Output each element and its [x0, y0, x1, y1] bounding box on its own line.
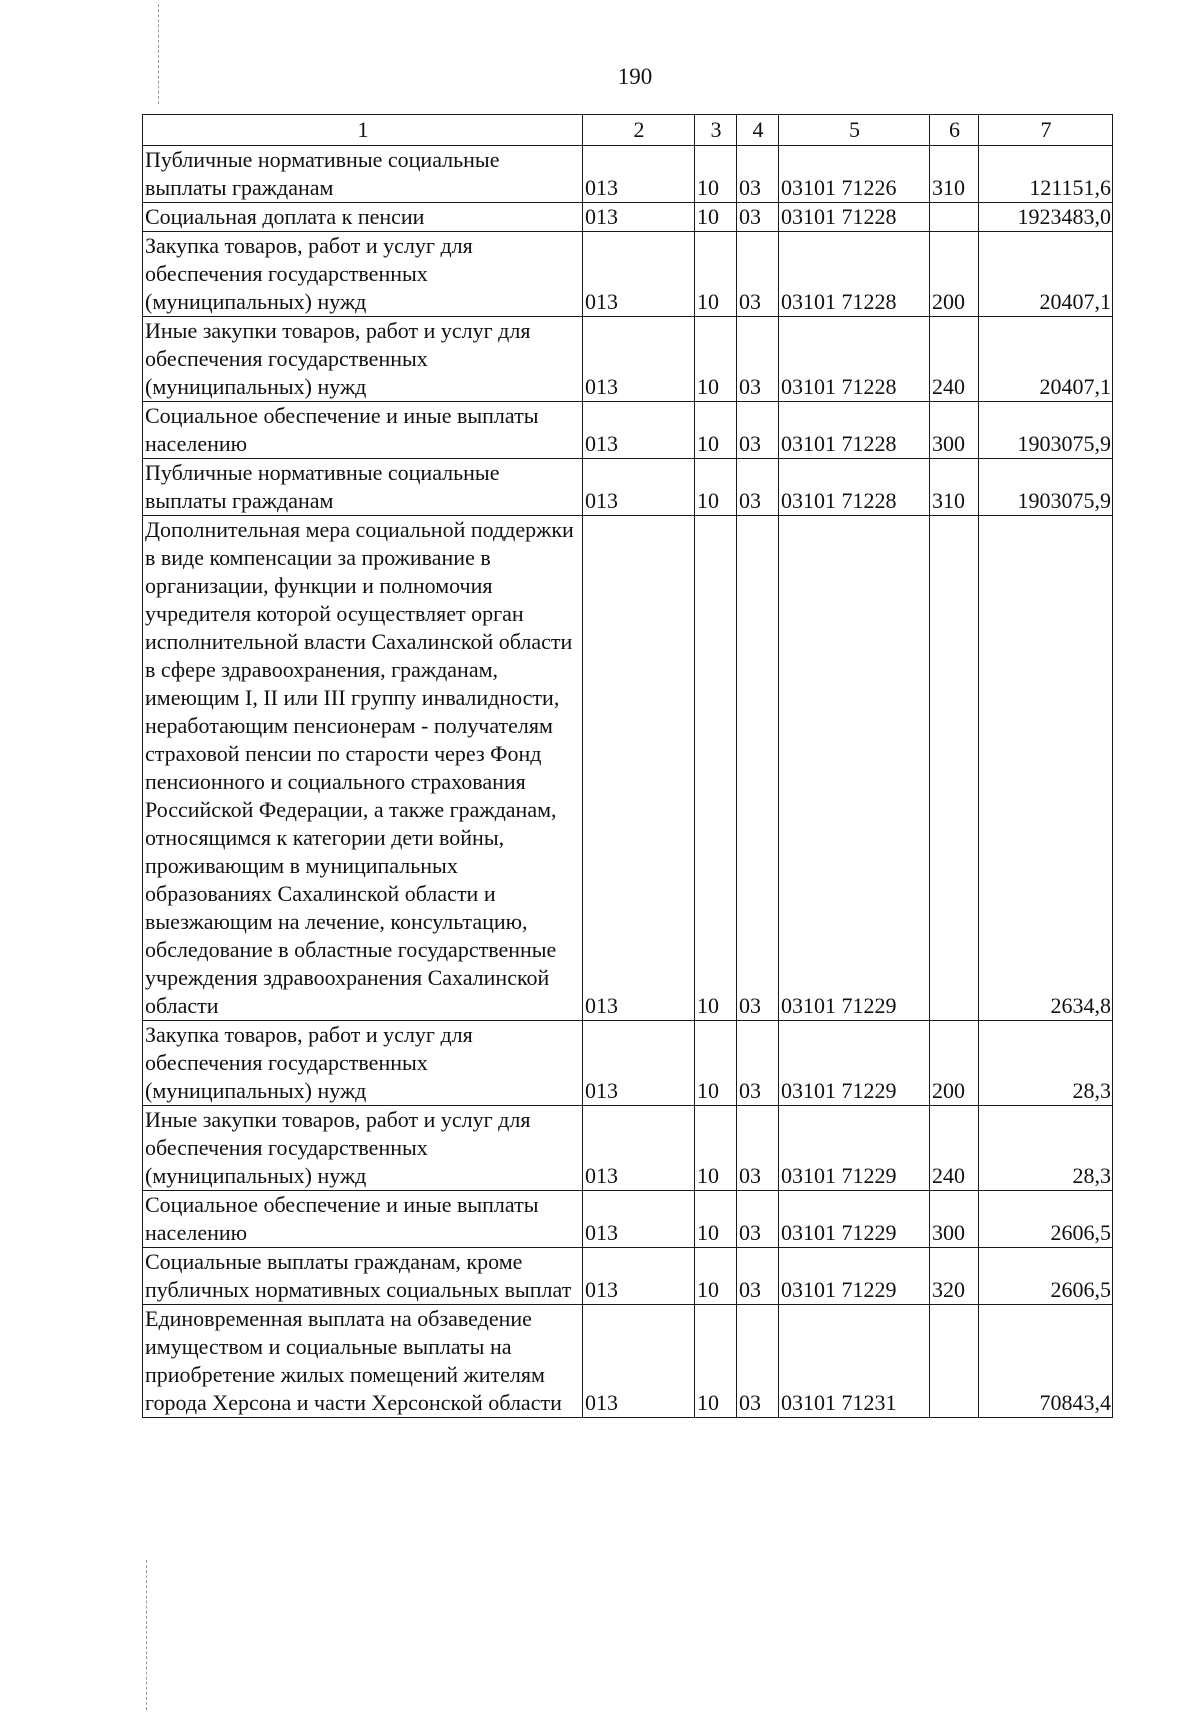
expense-type-cell: 240: [930, 1106, 979, 1191]
ministry-code-cell: 013: [583, 146, 695, 203]
ministry-code-cell: 013: [583, 1191, 695, 1248]
section-code-cell: 10: [695, 232, 737, 317]
expense-type-cell: 320: [930, 1248, 979, 1305]
expense-type-cell: [930, 203, 979, 232]
table-row: [143, 203, 1113, 232]
table-row: [143, 1248, 1113, 1305]
expense-type-cell: [930, 516, 979, 1021]
section-code-cell: 10: [695, 146, 737, 203]
column-header: 7: [979, 115, 1113, 146]
column-header: 2: [583, 115, 695, 146]
scan-margin-line-bottom: [146, 1560, 147, 1710]
subsection-code-cell: 03: [737, 146, 779, 203]
amount-cell: 70843,4: [979, 1305, 1113, 1418]
amount-cell: 20407,1: [979, 232, 1113, 317]
table-body: [143, 146, 1113, 1418]
section-code-cell: 10: [695, 1191, 737, 1248]
subsection-code-cell: 03: [737, 1106, 779, 1191]
row-name-cell: Социальное обеспечение и иные выплаты населению: [143, 402, 583, 459]
column-header: 6: [930, 115, 979, 146]
target-article-cell: 03101 71228: [779, 459, 930, 516]
target-article-cell: 03101 71228: [779, 317, 930, 402]
ministry-code-cell: 013: [583, 402, 695, 459]
expense-type-cell: 310: [930, 146, 979, 203]
target-article-cell: 03101 71226: [779, 146, 930, 203]
table-row: [143, 459, 1113, 516]
ministry-code-cell: 013: [583, 317, 695, 402]
table-row: [143, 516, 1113, 1021]
row-name-cell: Социальная доплата к пенсии: [143, 203, 583, 232]
table-header-row: [143, 115, 1113, 146]
table-row: [143, 317, 1113, 402]
target-article-cell: 03101 71229: [779, 1106, 930, 1191]
row-name-cell: Иные закупки товаров, работ и услуг для обеспечения государственных (муниципальных) нужд: [143, 1106, 583, 1191]
page-number: 190: [617, 64, 653, 89]
column-header: 3: [695, 115, 737, 146]
expense-type-cell: 200: [930, 1021, 979, 1106]
amount-cell: 121151,6: [979, 146, 1113, 203]
expense-type-cell: [930, 1305, 979, 1418]
target-article-cell: 03101 71231: [779, 1305, 930, 1418]
amount-cell: 2606,5: [979, 1191, 1113, 1248]
section-code-cell: 10: [695, 402, 737, 459]
expense-type-cell: 240: [930, 317, 979, 402]
ministry-code-cell: 013: [583, 516, 695, 1021]
ministry-code-cell: 013: [583, 1305, 695, 1418]
row-name-cell: Закупка товаров, работ и услуг для обеспечения государственных (муниципальных) нужд: [143, 232, 583, 317]
target-article-cell: 03101 71229: [779, 1248, 930, 1305]
ministry-code-cell: 013: [583, 232, 695, 317]
expense-type-cell: 300: [930, 1191, 979, 1248]
target-article-cell: 03101 71228: [779, 402, 930, 459]
subsection-code-cell: 03: [737, 1021, 779, 1106]
section-code-cell: 10: [695, 1021, 737, 1106]
row-name-cell: Публичные нормативные социальные выплаты гражданам: [143, 459, 583, 516]
subsection-code-cell: 03: [737, 317, 779, 402]
table-row: [143, 1021, 1113, 1106]
column-header: 4: [737, 115, 779, 146]
table-row: [143, 402, 1113, 459]
subsection-code-cell: 03: [737, 203, 779, 232]
section-code-cell: 10: [695, 317, 737, 402]
table-row: [143, 1191, 1113, 1248]
subsection-code-cell: 03: [737, 459, 779, 516]
ministry-code-cell: 013: [583, 1021, 695, 1106]
ministry-code-cell: 013: [583, 1248, 695, 1305]
expense-type-cell: 310: [930, 459, 979, 516]
row-name-cell: Закупка товаров, работ и услуг для обеспечения государственных (муниципальных) нужд: [143, 1021, 583, 1106]
table-row: [143, 146, 1113, 203]
subsection-code-cell: 03: [737, 232, 779, 317]
row-name-cell: Социальные выплаты гражданам, кроме публичных нормативных социальных выплат: [143, 1248, 583, 1305]
row-name-cell: Социальное обеспечение и иные выплаты населению: [143, 1191, 583, 1248]
ministry-code-cell: 013: [583, 1106, 695, 1191]
subsection-code-cell: 03: [737, 516, 779, 1021]
section-code-cell: 10: [695, 1106, 737, 1191]
row-name-cell: Единовременная выплата на обзаведение имуществом и социальные выплаты на приобретение жилых помещений жителям города Херсона и части Херсонской области: [143, 1305, 583, 1418]
row-name-cell: Иные закупки товаров, работ и услуг для обеспечения государственных (муниципальных) нужд: [143, 317, 583, 402]
amount-cell: 28,3: [979, 1021, 1113, 1106]
subsection-code-cell: 03: [737, 1248, 779, 1305]
target-article-cell: 03101 71228: [779, 203, 930, 232]
target-article-cell: 03101 71229: [779, 1021, 930, 1106]
section-code-cell: 10: [695, 203, 737, 232]
amount-cell: 1923483,0: [979, 203, 1113, 232]
section-code-cell: 10: [695, 1305, 737, 1418]
amount-cell: 2634,8: [979, 516, 1113, 1021]
ministry-code-cell: 013: [583, 203, 695, 232]
subsection-code-cell: 03: [737, 1191, 779, 1248]
subsection-code-cell: 03: [737, 1305, 779, 1418]
amount-cell: 28,3: [979, 1106, 1113, 1191]
section-code-cell: 10: [695, 516, 737, 1021]
column-header: 1: [143, 115, 583, 146]
table-row: [143, 1305, 1113, 1418]
target-article-cell: 03101 71229: [779, 1191, 930, 1248]
subsection-code-cell: 03: [737, 402, 779, 459]
target-article-cell: 03101 71229: [779, 516, 930, 1021]
table-row: [143, 232, 1113, 317]
row-name-cell: Публичные нормативные социальные выплаты гражданам: [143, 146, 583, 203]
ministry-code-cell: 013: [583, 459, 695, 516]
amount-cell: 1903075,9: [979, 402, 1113, 459]
target-article-cell: 03101 71228: [779, 232, 930, 317]
expense-type-cell: 300: [930, 402, 979, 459]
amount-cell: 20407,1: [979, 317, 1113, 402]
amount-cell: 1903075,9: [979, 459, 1113, 516]
budget-table: [142, 114, 1113, 1418]
row-name-cell: Дополнительная мера социальной поддержки в виде компенсации за проживание в организации, функции и полномочия учредителя которой осуществляет орган исполнительной власти Сахалинской области в сфере здравоохранения, гражданам, имеющим I, II или III группу инвалидности, неработающим пенсионерам - получателям страховой пенсии по старости через Фонд пенсионного и социального страхования Российской Федерации, а также гражданам, относящимся к категории дети войны, проживающим в муниципальных образованиях Сахалинской области и выезжающим на лечение, консультацию, обследование в областные государственные учреждения здравоохранения Сахалинской области: [143, 516, 583, 1021]
section-code-cell: 10: [695, 459, 737, 516]
section-code-cell: 10: [695, 1248, 737, 1305]
amount-cell: 2606,5: [979, 1248, 1113, 1305]
expense-type-cell: 200: [930, 232, 979, 317]
table-row: [143, 1106, 1113, 1191]
column-header: 5: [779, 115, 930, 146]
